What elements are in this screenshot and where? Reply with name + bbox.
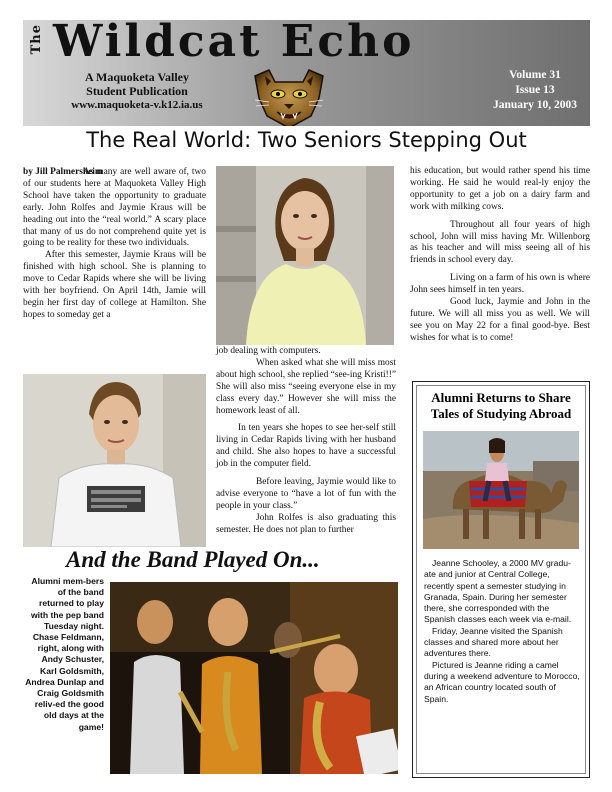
paragraph: Friday, Jeanne visited the Spanish classes and shared more about her adventures there.	[424, 625, 563, 659]
paragraph: Before leaving, Jaymie would like to advise everyone to “have a lot of fun with the people in your class.”	[216, 477, 396, 511]
newspaper-title: Wildcat Echo	[53, 20, 415, 67]
paragraph: Good luck, Jaymie and John in the future. We will all miss you as well. We will see you on May 22 for a final good-bye. Best wishes for what is to come!	[410, 297, 590, 343]
article-column-3	[410, 166, 590, 345]
paragraph: his education, but would rather spend his time working. He said he would real-ly enjoy the opportunity to get a job on a dairy farm and work with milking cows.	[410, 166, 590, 212]
org-line-1: A Maquoketa Valley	[84, 70, 189, 84]
volume-label: Volume 31	[509, 69, 561, 81]
paragraph: Throughout all four years of high school, John will miss having Mr. Willenborg as his teacher and will miss seeing all of his friends in school every day.	[410, 219, 590, 266]
issue-label: Issue 13	[515, 84, 555, 96]
paragraph: job dealing with computers.	[216, 346, 321, 356]
sidebar-inner-frame	[416, 385, 586, 774]
photo-jeanne-camel	[423, 431, 579, 549]
byline: by Jill Palmersheim	[23, 167, 103, 177]
wildcat-mascot-icon	[251, 68, 327, 126]
paragraph: In ten years she hopes to see her-self still living in Cedar Rapids living with her husband and child. She also hopes to have a successful job in the computer field.	[216, 423, 396, 470]
main-headline: The Real World: Two Seniors Stepping Out	[86, 128, 527, 152]
band-caption: Alumni mem-bers of the band returned to play with the pep band Tuesday night. Chase Feldmann, right, along with Andy Schuster, Karl Goldsmith, Andrea Dunlap and Craig Goldsmith reliv-ed the good old days at the game!	[25, 576, 104, 732]
paragraph: Living on a farm of his own is where John sees himself in ten years.	[410, 273, 590, 296]
article-column-2	[216, 346, 396, 537]
paragraph: As many are well aware of, two of our students here at Maquoketa Valley High School have taken the opportunity to graduate early. John Rolfes and Jaymie Kraus will be heading out into the “real world.” A scary place that many of us do not comprehend quite yet is going to be reality for these two individuals.	[23, 167, 206, 249]
sidebar-headline: Alumni Returns to Share Tales of Studying Abroad	[430, 390, 572, 421]
paragraph: When asked what she will miss most about high school, she replied “see-ing Kristi!!” She will also miss “seeing everyone else in my class every day.” However she will miss the homework least of all.	[216, 357, 396, 416]
article-column-1	[23, 167, 206, 322]
paragraph: Jeanne Schooley, a 2000 MV gradu-ate and junior at Central College, recently spent a semester studying in Granada, Spain. During her semester there, she corresponded with the Spanish classes each week via e-mail.	[424, 558, 572, 625]
band-headline: And the Band Played On...	[66, 547, 320, 572]
masthead-the: The	[29, 24, 44, 55]
masthead	[23, 20, 590, 126]
paragraph: After this semester, Jaymie Kraus will be finished with high school. She is planning to move to Cedar Rapids where she will be living with her boyfriend. On April 14th, Jamie will begin her first day of college at Hamilton. She hopes to someday get a	[23, 250, 206, 320]
website-link[interactable]: www.maquoketa-v.k12.ia.us	[71, 99, 203, 111]
photo-john-rolfes	[23, 374, 206, 547]
photo-jaymie-kraus	[216, 166, 394, 345]
paragraph: Pictured is Jeanne riding a camel during a weekend adventure to Morocco, an African country located south of Spain.	[424, 659, 580, 704]
sidebar-box	[412, 381, 590, 778]
org-line-2: Student Publication	[86, 84, 188, 98]
photo-alumni-band	[110, 582, 398, 774]
issue-date: January 10, 2003	[492, 99, 578, 111]
sidebar-article	[424, 558, 580, 705]
paragraph: John Rolfes is also graduating this semester. He does not plan to further	[216, 512, 396, 535]
